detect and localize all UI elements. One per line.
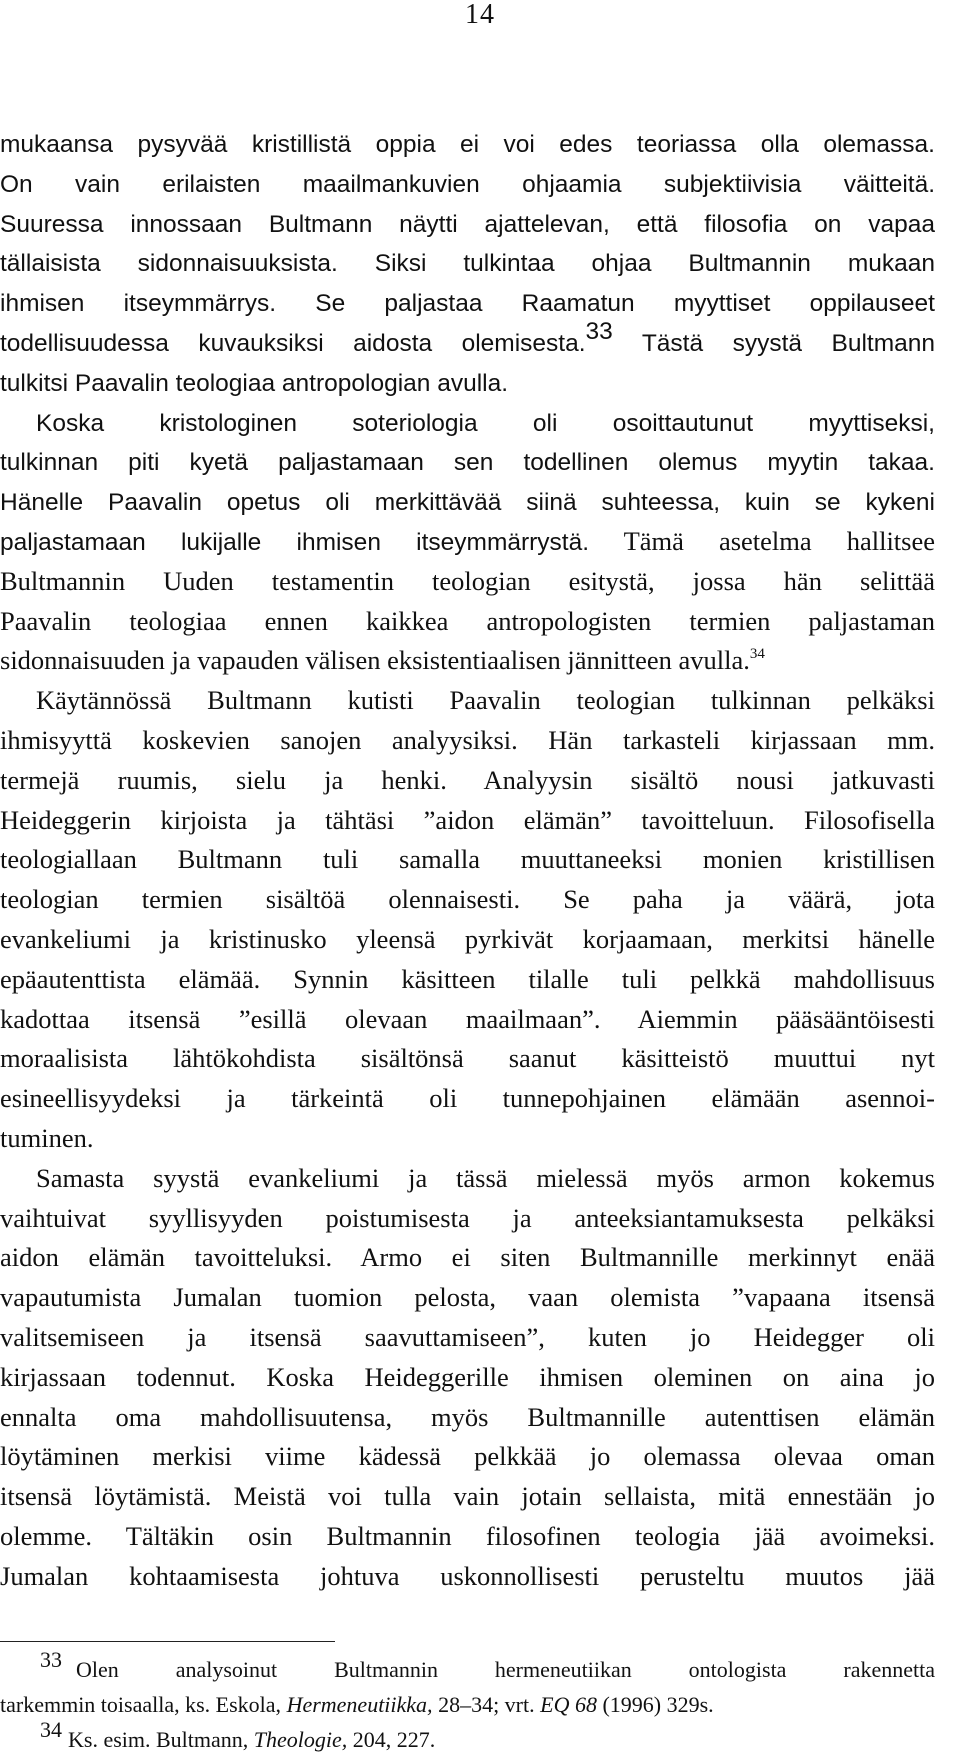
page-number: 14: [465, 0, 495, 30]
body-line-text: tulkinnan piti kyetä paljastamaan sen todellinen olemus myytin takaa.: [0, 449, 935, 477]
body-line-serif-part: Tämä asetelma hallitsee: [589, 525, 936, 556]
body-line-text: Paavalin teologiaa ennen kaikkea antropologisten termien paljastaman: [0, 605, 935, 636]
body-line-text: vapautumista Jumalan tuomion pelosta, vaan olemista ”vapaana itsensä: [0, 1282, 935, 1313]
body-line-text: Bultmannin Uuden testamentin teologian esitystä, jossa hän selittää: [0, 565, 935, 596]
footnote-34-number: 34: [40, 1716, 62, 1742]
footnote-34: [0, 1716, 935, 1757]
body-line-text: ihmisyyttä koskevien sanojen analyysiksi. Hän tarkasteli kirjassaan mm.: [0, 724, 935, 755]
body-line-text: sidonnaisuuden ja vapauden välisen eksistentiaalisen jännitteen avulla.: [0, 645, 750, 676]
body-line: [0, 164, 935, 204]
body-line-text: epäautenttista elämää. Synnin käsitteen tilalle tuli pelkkä mahdollisuus: [0, 963, 935, 994]
body-line: [0, 318, 935, 363]
body-text: [0, 124, 935, 1596]
body-line: [0, 840, 935, 880]
body-line-text: Samasta syystä evankeliumi ja tässä mielessä myös armon kokemus: [36, 1162, 935, 1193]
body-line-text: Käytännössä Bultmann kutisti Paavalin teologian tulkinnan pelkäksi: [36, 685, 935, 716]
footnote-33-line-2: [0, 1687, 935, 1722]
body-line: [0, 761, 935, 801]
footnotes: [0, 1646, 935, 1757]
body-line-text-after: Tästä syystä Bultmann: [612, 329, 935, 357]
footnote-33-title-hermeneutiikka: Hermeneutiikka,: [286, 1692, 433, 1717]
body-line-text: teologiallaan Bultmann tuli samalla muuttaneeksi monien kristillisen: [0, 844, 935, 875]
body-line-text: todellisuudessa kuvauksiksi aidosta olemisesta.: [0, 329, 586, 357]
footnote-reference[interactable]: 33: [585, 318, 613, 346]
footnote-34-title-theologie: Theologie,: [253, 1727, 348, 1752]
body-line: [0, 1159, 935, 1199]
body-line: [0, 1079, 935, 1119]
footnote-33-text-mid: 28–34; vrt.: [432, 1692, 541, 1717]
body-line: [0, 880, 935, 920]
body-line: [0, 1039, 935, 1079]
body-line-sans-part: paljastamaan lukijalle ihmisen itseymmärrystä.: [0, 528, 590, 556]
body-line-text: mukaansa pysyvää kristillistä oppia ei voi edes teoriassa olla olemassa.: [0, 131, 935, 158]
body-line-text: kadottaa itsensä ”esillä olevaan maailmaan”. Aiemmin pääsääntöisesti: [0, 1003, 935, 1034]
body-line-text: valitsemiseen ja itsensä saavuttamiseen”, kuten jo Heidegger oli: [0, 1321, 935, 1352]
body-line: [0, 482, 935, 522]
body-line: [0, 1199, 935, 1239]
body-line-text: evankeliumi ja kristinusko yleensä pyrkivät korjaamaan, merkitsi hänelle: [0, 923, 935, 954]
body-line: [0, 1437, 935, 1477]
footnote-reference[interactable]: 34: [749, 645, 765, 662]
body-line-text: Suuressa innossaan Bultmann näytti ajattelevan, että filosofia on vapaa: [0, 210, 935, 238]
footnote-rule: [0, 1641, 335, 1642]
footnote-33-number: 33: [40, 1646, 62, 1672]
body-line-text: tuminen.: [0, 1122, 94, 1153]
body-line: [0, 920, 935, 960]
body-line-text: On vain erilaisten maailmankuvien ohjaamia subjektiivisia väitteitä.: [0, 170, 935, 198]
body-line: [0, 283, 935, 323]
body-line: [0, 1517, 935, 1557]
body-line-text: ennalta oma mahdollisuutensa, myös Bultmannille autenttisen elämän: [0, 1401, 935, 1432]
body-line: [0, 1278, 935, 1318]
body-line-text: vaihtuivat syyllisyyden poistumisesta ja anteeksiantamuksesta pelkäksi: [0, 1202, 935, 1233]
body-line-text: ihmisen itseymmärrys. Se paljastaa Raamatun myyttiset oppilauseet: [0, 290, 935, 318]
body-line-text: teologian termien sisältöä olennaisesti. Se paha ja väärä, jota: [0, 884, 935, 915]
body-line: [0, 681, 935, 721]
body-line: [0, 562, 935, 602]
body-line: [0, 363, 935, 403]
body-line: [0, 204, 935, 244]
body-line: [0, 960, 935, 1000]
body-line-text: itsensä löytämistä. Meistä voi tulla vain jotain sellaista, mitä ennestään jo: [0, 1481, 935, 1512]
body-line-text: esineellisyydeksi ja tärkeintä oli tunnepohjainen elämään asennoi-: [0, 1083, 935, 1114]
body-line: [0, 442, 935, 482]
body-line: [0, 1398, 935, 1438]
body-line: [0, 602, 935, 642]
body-line: [0, 1119, 935, 1159]
body-line-text: moraalisista lähtökohdista sisältönsä saanut käsitteistö muuttui nyt: [0, 1043, 935, 1074]
body-line-text: Koska kristologinen soteriologia oli osoittautunut myyttiseksi,: [36, 409, 935, 437]
body-line: [0, 243, 935, 283]
body-line-text: olemme. Tältäkin osin Bultmannin filosofinen teologia jää avoimeksi.: [0, 1520, 935, 1551]
body-line: [0, 641, 935, 681]
body-line: [0, 124, 935, 164]
body-line: [0, 721, 935, 761]
body-line-text: löytäminen merkisi viime kädessä pelkkää jo olemassa olevaa oman: [0, 1441, 935, 1472]
body-line-text: tulkitsi Paavalin teologiaa antropologian avulla.: [0, 369, 509, 397]
footnote-33-text-start: tarkemmin toisaalla, ks. Eskola,: [0, 1692, 287, 1717]
footnote-34-text-start: Ks. esim. Bultmann,: [68, 1727, 254, 1752]
body-line: [0, 801, 935, 841]
body-line-text: aidon elämän tavoitteluksi. Armo ei siten Bultmannille merkinnyt enää: [0, 1242, 935, 1273]
footnote-33-text: Olen analysoinut Bultmannin hermeneutiikan ontologista rakennetta: [76, 1657, 935, 1682]
body-line: [0, 1318, 935, 1358]
body-line-text: tällaisista sidonnaisuuksista. Siksi tulkintaa ohjaa Bultmannin mukaan: [0, 250, 935, 278]
body-line: [0, 1477, 935, 1517]
body-line: [0, 1000, 935, 1040]
body-line-text: Jumalan kohtaamisesta johtuva uskonnollisesti perusteltu muutos jää: [0, 1560, 935, 1591]
body-line-text: termejä ruumis, sielu ja henki. Analyysin sisältö nousi jatkuvasti: [0, 764, 935, 795]
body-line: [0, 1557, 935, 1597]
body-line-text: kirjassaan todennut. Koska Heideggerille ihmisen oleminen on aina jo: [0, 1361, 935, 1392]
body-line: [0, 1358, 935, 1398]
footnote-34-text-end: 204, 227.: [347, 1727, 436, 1752]
body-line: [0, 522, 935, 562]
footnote-33-text-end: (1996) 329s.: [596, 1692, 714, 1717]
footnote-33-title-eq: EQ 68: [540, 1692, 597, 1717]
footnote-33-line-1: [0, 1646, 935, 1687]
body-line: [0, 403, 935, 443]
body-line: [0, 1238, 935, 1278]
body-line-text: Hänelle Paavalin opetus oli merkittävää siinä suhteessa, kuin se kykeni: [0, 489, 935, 517]
body-line-text: Heideggerin kirjoista ja tähtäsi ”aidon elämän” tavoitteluun. Filosofisella: [0, 804, 935, 835]
